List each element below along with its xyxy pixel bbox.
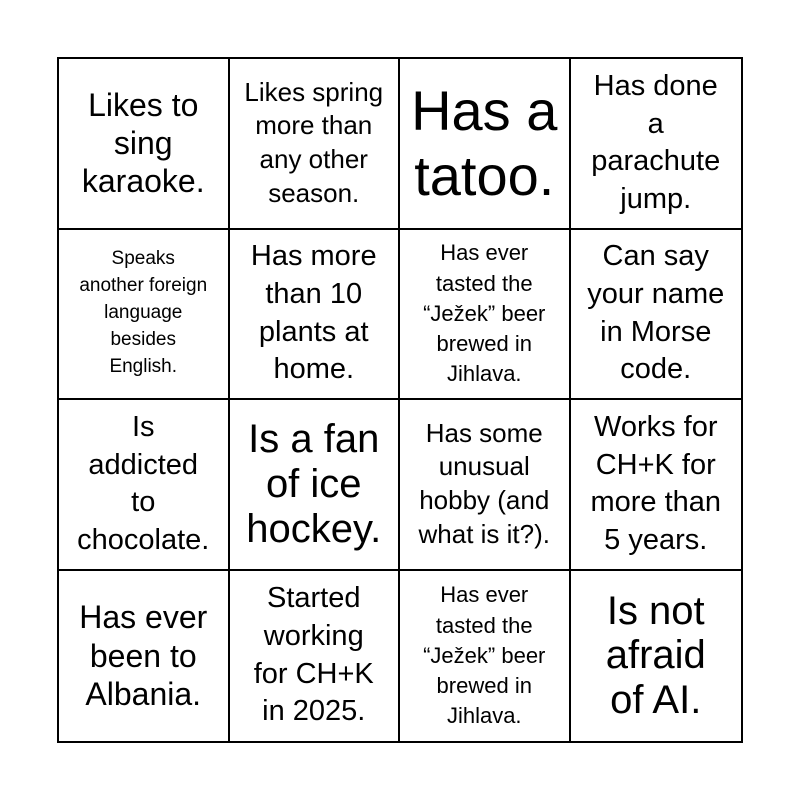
bingo-cell[interactable] [400, 230, 571, 401]
bingo-cell[interactable] [571, 59, 742, 230]
cell-text: Likes spring more than any other season. [244, 76, 384, 209]
bingo-cell[interactable] [400, 59, 571, 230]
cell-text: Has ever been to Albania. [79, 599, 208, 712]
bingo-cell[interactable] [59, 230, 230, 401]
cell-text: Is addicted to chocolate. [77, 410, 210, 556]
bingo-cell[interactable] [59, 400, 230, 571]
cell-text: Has some unusual hobby (and what is it?). [418, 417, 550, 550]
cell-text: Started working for CH+K in 2025. [253, 582, 374, 728]
bingo-cell[interactable] [230, 571, 401, 742]
bingo-cell[interactable] [571, 571, 742, 742]
cell-text: Is a fan of ice hockey. [246, 417, 382, 551]
bingo-cell[interactable] [230, 400, 401, 571]
cell-text: Has more than 10 plants at home. [250, 240, 377, 386]
bingo-cell[interactable] [571, 400, 742, 571]
cell-text: Is not afraid of AI. [605, 588, 706, 723]
cell-text: Can say your name in Morse code. [587, 240, 725, 386]
bingo-cell[interactable] [400, 400, 571, 571]
cell-text: Works for CH+K for more than 5 years. [590, 410, 722, 556]
cell-text: Has ever tasted the “Ježek” beer brewed in Jihlava. [423, 240, 546, 386]
bingo-cell[interactable] [230, 59, 401, 230]
cell-text: Has done a parachute jump. [591, 69, 721, 215]
cell-text: Likes to sing karaoke. [81, 86, 205, 200]
bingo-cell[interactable] [59, 59, 230, 230]
cell-text: Has a tatoo. [411, 78, 558, 208]
bingo-cell[interactable] [571, 230, 742, 401]
bingo-cell[interactable] [400, 571, 571, 742]
cell-text: Has ever tasted the “Ježek” beer brewed in Jihlava. [423, 582, 546, 728]
bingo-cell[interactable] [59, 571, 230, 742]
bingo-cell[interactable] [230, 230, 401, 401]
cell-text: Speaks another foreign language besides English. [79, 248, 208, 378]
bingo-board [57, 57, 743, 743]
